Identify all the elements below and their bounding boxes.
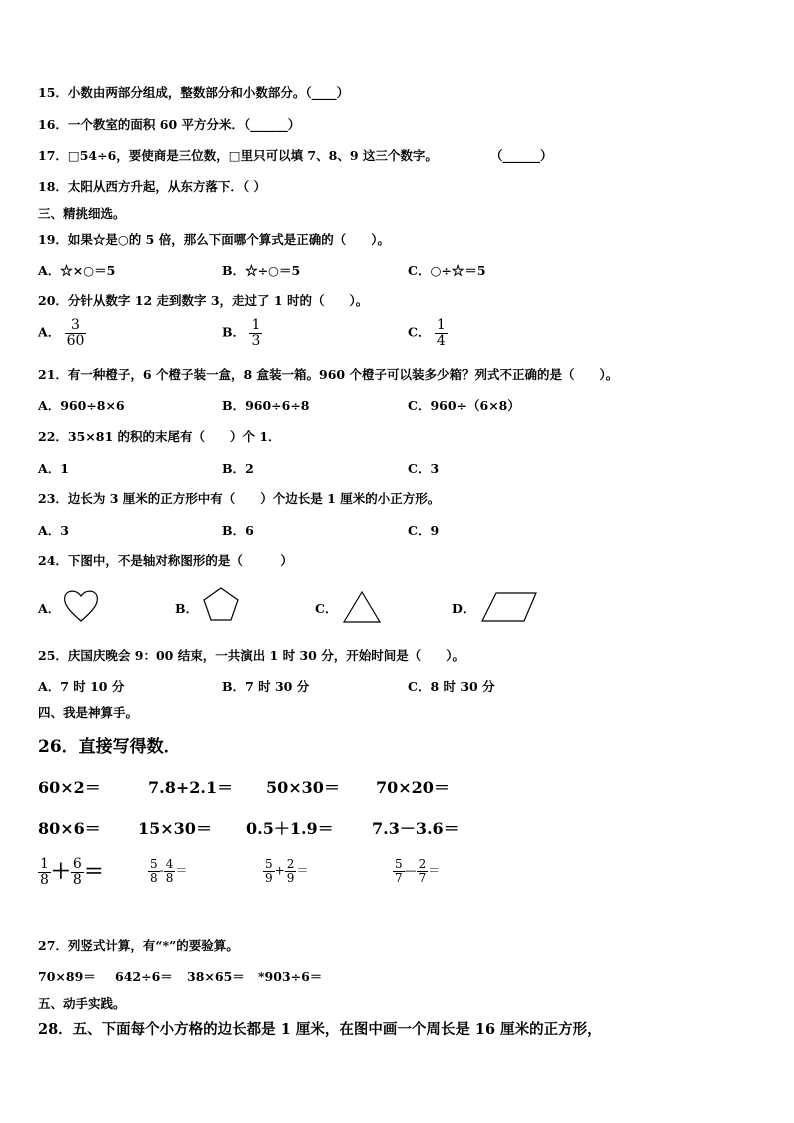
question-24: 24．下图中，不是轴对称图形的是（ ） <box>38 553 293 568</box>
fraction <box>164 858 176 884</box>
question-16: 16．一个教室的面积 60 平方分米．（______） <box>38 117 301 132</box>
q19-option-c: C．○÷☆＝5 <box>408 263 486 278</box>
q22-option-a: A．1 <box>38 461 69 476</box>
numerator: 2 <box>418 857 427 871</box>
vertical-calc-2: 642÷6＝ <box>115 969 173 984</box>
question-21: 21．有一种橙子，6 个橙子装一盒，8 盒装一箱。960 个橙子可以装多少箱？列式不正确的是（ ）。 <box>38 367 619 382</box>
denominator: 9 <box>265 870 273 885</box>
q20-option-a-fraction <box>65 318 87 348</box>
denominator: 8 <box>150 870 158 885</box>
denominator: 8 <box>40 872 49 888</box>
equals-sign: ＝ <box>175 863 188 878</box>
question-26: 26．直接写得数． <box>38 737 181 757</box>
question-15: 15．小数由两部分组成，整数部分和小数部分。（____） <box>38 85 350 100</box>
fraction <box>71 857 84 887</box>
q20-option-c <box>408 318 448 348</box>
q20-option-c-label: C． <box>408 324 431 340</box>
calc-r1-2: 7.8+2.1＝ <box>148 778 234 797</box>
denominator: 7 <box>395 870 403 885</box>
q20-option-b-fraction <box>249 318 262 348</box>
parallelogram-icon <box>480 590 540 624</box>
plus-sign: + <box>274 863 285 878</box>
q21-option-a: A．960÷8×6 <box>38 398 125 413</box>
q20-option-b <box>222 318 262 348</box>
q24-option-d-label: D． <box>452 601 476 616</box>
q22-option-c: C．3 <box>408 461 440 476</box>
fraction <box>285 858 297 884</box>
denominator: 4 <box>436 332 446 349</box>
q25-option-c: C．8 时 30 分 <box>408 679 495 694</box>
q23-option-c: C．9 <box>408 523 440 538</box>
fraction <box>393 858 405 884</box>
numerator: 2 <box>286 857 295 871</box>
calc-r3-1 <box>38 855 104 888</box>
equals-sign: ＝ <box>296 863 309 878</box>
q24-option-a-label: A． <box>38 601 61 616</box>
minus-sign: - <box>159 863 164 878</box>
fraction <box>148 858 160 884</box>
q23-option-a: A．3 <box>38 523 69 538</box>
vertical-calc-4: *903÷6＝ <box>258 969 323 984</box>
question-27: 27．列竖式计算，有“*”的要验算。 <box>38 938 239 953</box>
equals-sign: ＝ <box>428 863 441 878</box>
numerator: 5 <box>150 857 158 871</box>
section-3-heading: 三、精挑细选。 <box>38 206 126 221</box>
calc-r1-3: 50×30＝ <box>266 778 340 797</box>
q23-option-b: B．6 <box>222 523 254 538</box>
pentagon-icon <box>202 586 240 622</box>
fraction <box>38 857 51 887</box>
calc-r2-4: 7.3－3.6＝ <box>372 819 460 838</box>
question-22: 22．35×81 的积的末尾有（ ）个 1． <box>38 429 281 444</box>
calc-r2-1: 80×6＝ <box>38 819 101 838</box>
q21-option-c: C．960÷（6×8） <box>408 398 520 413</box>
q20-option-a-label: A． <box>38 324 61 340</box>
section-4-heading: 四、我是神算手。 <box>38 705 139 720</box>
q25-option-a: A．7 时 10 分 <box>38 679 125 694</box>
q20-option-b-label: B． <box>222 324 246 340</box>
calc-r2-3: 0.5＋1.9＝ <box>246 819 334 838</box>
question-18: 18．太阳从西方升起，从东方落下．（ ） <box>38 179 266 194</box>
denominator: 60 <box>66 332 85 349</box>
equals-sign: ＝ <box>83 859 104 883</box>
numerator: 5 <box>265 857 273 871</box>
calc-r3-4 <box>393 858 440 884</box>
plus-sign: ＋ <box>50 859 71 883</box>
question-20: 20．分针从数字 12 走到数字 3，走过了 1 时的（ ）。 <box>38 293 369 308</box>
section-5-heading: 五、动手实践。 <box>38 996 126 1011</box>
calc-r3-2 <box>148 858 187 884</box>
numerator: 1 <box>251 317 261 333</box>
calc-r1-4: 70×20＝ <box>376 778 450 797</box>
denominator: 3 <box>251 332 261 349</box>
fraction <box>263 858 275 884</box>
q24-option-b-label: B． <box>175 601 199 616</box>
q19-option-a: A．☆×○＝5 <box>38 263 116 278</box>
denominator: 8 <box>72 872 82 888</box>
q24-option-c-label: C． <box>315 601 338 616</box>
question-28: 28．五、下面每个小方格的边长都是 1 厘米，在图中画一个周长是 16 厘米的正方形， <box>38 1021 602 1038</box>
denominator: 8 <box>165 870 174 885</box>
numerator: 1 <box>436 317 446 333</box>
triangle-icon <box>342 590 382 624</box>
question-19: 19．如果☆是○的 5 倍，那么下面哪个算式是正确的（ ）。 <box>38 232 390 247</box>
q20-option-a <box>38 318 86 348</box>
calc-r1-1: 60×2＝ <box>38 778 101 797</box>
denominator: 7 <box>418 870 427 885</box>
q22-option-b: B．2 <box>222 461 254 476</box>
denominator: 9 <box>286 870 295 885</box>
numerator: 4 <box>165 857 174 871</box>
heart-icon <box>62 588 100 624</box>
numerator: 1 <box>40 856 49 873</box>
fraction <box>417 858 429 884</box>
q21-option-b: B．960÷6÷8 <box>222 398 310 413</box>
question-25: 25．庆国庆晚会 9：00 结束，一共演出 1 时 30 分，开始时间是（ ）。 <box>38 648 465 663</box>
calc-r3-3 <box>263 858 308 884</box>
question-17-blank: （______） <box>490 148 553 163</box>
question-17: 17．□54÷6，要使商是三位数，□里只可以填 7、8、9 这三个数字。 <box>38 148 438 163</box>
minus-sign: — <box>404 863 417 878</box>
q19-option-b: B．☆÷○＝5 <box>222 263 301 278</box>
vertical-calc-1: 70×89＝ <box>38 969 96 984</box>
numerator: 5 <box>395 857 403 871</box>
vertical-calc-3: 38×65＝ <box>187 969 245 984</box>
calc-r2-2: 15×30＝ <box>138 819 212 838</box>
numerator: 3 <box>65 318 87 334</box>
q25-option-b: B．7 时 30 分 <box>222 679 310 694</box>
q20-option-c-fraction <box>435 318 448 348</box>
numerator: 6 <box>72 856 82 873</box>
question-23: 23．边长为 3 厘米的正方形中有（ ）个边长是 1 厘米的小正方形。 <box>38 491 441 506</box>
